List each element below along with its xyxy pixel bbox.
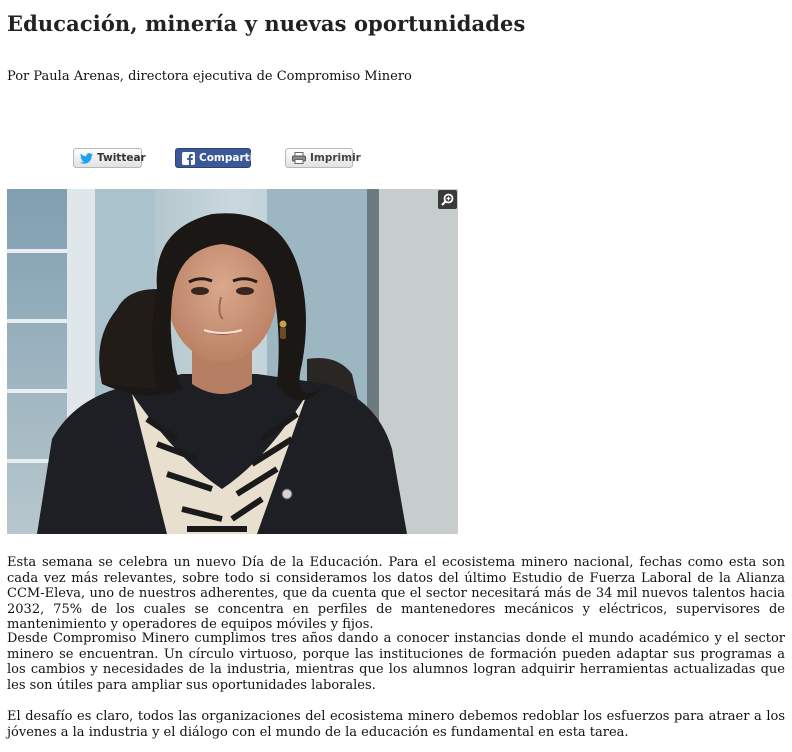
twitter-bird-icon (80, 153, 93, 164)
print-button[interactable] (285, 148, 361, 168)
article-byline: Por Paula Arenas, directora ejecutiva de Compromiso Minero (7, 69, 412, 84)
print-label: Imprimir (310, 152, 361, 164)
twitter-share-label: Twittear (97, 152, 146, 164)
facebook-share-button[interactable] (175, 148, 259, 168)
article-paragraph-1: Esta semana se celebra un nuevo Día de la Educación. Para el ecosistema minero nacional, fechas como esta son cada vez más relevantes, sobre todo si consideramos los datos del último Estudio de Fuerza Laboral de la Alianza CCM-Eleva, uno de nuestros adherentes, que da cuenta que el sector necesitará más de 34 mil nuevos talentos hacia 2032, 75% de los cuales se concentra en perfiles de mantenedores mecánicos y eléctricos, supervisores de mantenimiento y operadores de equipos móviles y fijos. (7, 555, 785, 633)
zoom-button[interactable] (438, 190, 457, 209)
article-photo[interactable] (7, 189, 458, 534)
portrait-image (7, 189, 458, 534)
article-paragraph-3: El desafío es claro, todos las organizaciones del ecosistema minero debemos redoblar los esfuerzos para atraer a los jóvenes a la industria y el diálogo con el mundo de la educación es fundamental en esta tarea. (7, 709, 785, 740)
magnifier-icon (441, 193, 454, 206)
article-title: Educación, minería y nuevas oportunidades (7, 11, 526, 36)
facebook-share-label: Compartir (199, 152, 259, 164)
printer-icon (292, 152, 306, 164)
twitter-share-button[interactable] (73, 148, 146, 168)
article-paragraph-2: Desde Compromiso Minero cumplimos tres años dando a conocer instancias donde el mundo académico y el sector minero se encuentran. Un círculo virtuoso, porque las instituciones de formación pueden adaptar sus programas a los cambios y necesidades de la industria, mientras que los alumnos logran adquirir herramientas actualizadas que les son útiles para ampliar sus oportunidades laborales. (7, 631, 785, 693)
facebook-logo-icon (182, 152, 195, 165)
